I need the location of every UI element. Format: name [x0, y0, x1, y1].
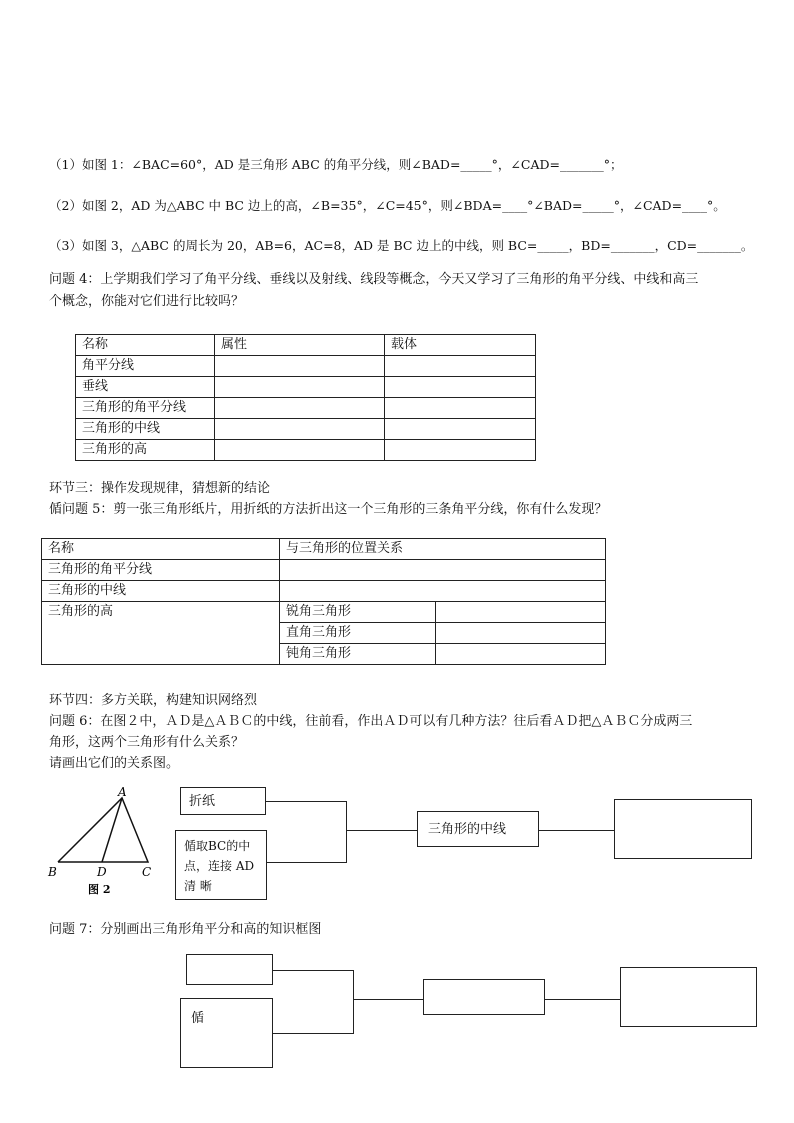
box-median: 三角形的中线	[417, 811, 539, 847]
table-cell: 角平分线	[76, 356, 215, 377]
table-cell-empty	[385, 398, 536, 419]
box-empty	[614, 799, 752, 859]
table-cell-empty	[436, 623, 606, 644]
box-midpoint-line: 点，连接 AD	[184, 859, 255, 873]
connector-line	[353, 999, 424, 1000]
problem-4-line1: 问题 4：上学期我们学习了角平分线、垂线以及射线、线段等概念，今天又学习了三角形的角平分线、中线和高三	[49, 272, 699, 287]
problem-6-line3: 请画出它们的关系图。	[49, 756, 180, 771]
figure-2-triangle	[40, 782, 170, 902]
table-cell: 三角形的高	[76, 440, 215, 461]
connector-line	[267, 862, 347, 863]
question-1: （1）如图 1：∠BAC=60°，AD 是三角形 ABC 的角平分线，则∠BAD=_____°，∠CAD=_______°；	[49, 157, 623, 172]
problem-5: 偱问题 5：剪一张三角形纸片，用折纸的方法折出这一个三角形的三条角平分线，你有什么发现？	[49, 502, 608, 517]
table-cell: 钝角三角形	[280, 644, 436, 665]
question-2: （2）如图 2，AD 为△ABC 中 BC 边上的高，∠B=35°，∠C=45°，则∠BDA=____°∠BAD=_____°，∠CAD=____°。	[49, 198, 726, 213]
table-cell: 三角形的角平分线	[76, 398, 215, 419]
problem-7: 问题 7：分别画出三角形角平分和高的知识框图	[49, 922, 322, 937]
table-cell: 三角形的中线	[76, 419, 215, 440]
connector-line	[539, 830, 615, 831]
box-empty	[423, 979, 545, 1015]
table-cell-empty	[385, 356, 536, 377]
table-row	[42, 560, 606, 581]
table-cell-empty	[215, 398, 385, 419]
table-header-row	[42, 539, 606, 560]
section-4-title: 环节四：多方关联，构建知识网络烈	[49, 693, 258, 708]
table-cell-empty	[215, 419, 385, 440]
box-fold-paper: 折纸	[180, 787, 266, 815]
table-row	[76, 440, 536, 461]
table-row	[76, 356, 536, 377]
table-cell-empty	[280, 560, 606, 581]
box-empty	[186, 954, 273, 985]
table-cell: 垂线	[76, 377, 215, 398]
table-cell-empty	[280, 581, 606, 602]
connector-line	[353, 970, 354, 1034]
figure-caption: 图 2	[88, 883, 111, 896]
box-left-bottom: 偱	[180, 998, 273, 1068]
connector-line	[346, 801, 347, 863]
box-midpoint-line: 偱取BC的中	[184, 839, 251, 853]
box-empty	[620, 967, 757, 1027]
table-cell: 锐角三角形	[280, 602, 436, 623]
problem-6-line2: 角形，这两个三角形有什么关系？	[49, 735, 245, 750]
table-cell: 直角三角形	[280, 623, 436, 644]
position-table	[41, 538, 606, 665]
table-header: 属性	[215, 335, 385, 356]
connector-line	[346, 830, 418, 831]
table-row	[42, 581, 606, 602]
table-row	[76, 419, 536, 440]
table-header: 名称	[76, 335, 215, 356]
label-d: D	[97, 865, 107, 879]
connector-line	[273, 970, 353, 971]
table-cell-empty	[215, 377, 385, 398]
table-row	[76, 377, 536, 398]
table-cell: 三角形的高	[42, 602, 280, 665]
problem-4-line2: 个概念，你能对它们进行比较吗？	[49, 294, 245, 309]
table-header: 与三角形的位置关系	[280, 539, 606, 560]
label-a: A	[118, 785, 127, 799]
connector-line	[545, 999, 621, 1000]
label-c: C	[142, 865, 152, 879]
box-midpoint-line: 清 晰	[184, 879, 212, 893]
table-header-row	[76, 335, 536, 356]
table-cell-empty	[215, 440, 385, 461]
question-3: （3）如图 3，△ABC 的周长为 20，AB=6，AC=8，AD 是 BC 边上的中线，则 BC=_____，BD=_______，CD=_______。	[49, 238, 754, 253]
box-midpoint	[175, 830, 267, 900]
table-cell-empty	[385, 377, 536, 398]
table-header: 名称	[42, 539, 280, 560]
table-cell: 三角形的角平分线	[42, 560, 280, 581]
table-cell: 三角形的中线	[42, 581, 280, 602]
comparison-table	[75, 334, 536, 461]
section-3-title: 环节三：操作发现规律，猜想新的结论	[49, 481, 271, 496]
triangle-abc	[58, 798, 148, 862]
table-cell-empty	[385, 440, 536, 461]
table-cell-empty	[215, 356, 385, 377]
connector-line	[266, 801, 347, 802]
table-header: 载体	[385, 335, 536, 356]
table-cell-empty	[385, 419, 536, 440]
label-b: B	[48, 865, 57, 879]
table-row	[76, 398, 536, 419]
connector-line	[273, 1033, 353, 1034]
problem-6-line1: 问题 6：在图２中，ＡＤ是△ＡＢＣ的中线，往前看，作出ＡＤ可以有几种方法？往后看ＡＤ把△ＡＢＣ分成两三	[49, 714, 693, 729]
table-cell-empty	[436, 602, 606, 623]
table-row	[42, 602, 606, 623]
table-cell-empty	[436, 644, 606, 665]
